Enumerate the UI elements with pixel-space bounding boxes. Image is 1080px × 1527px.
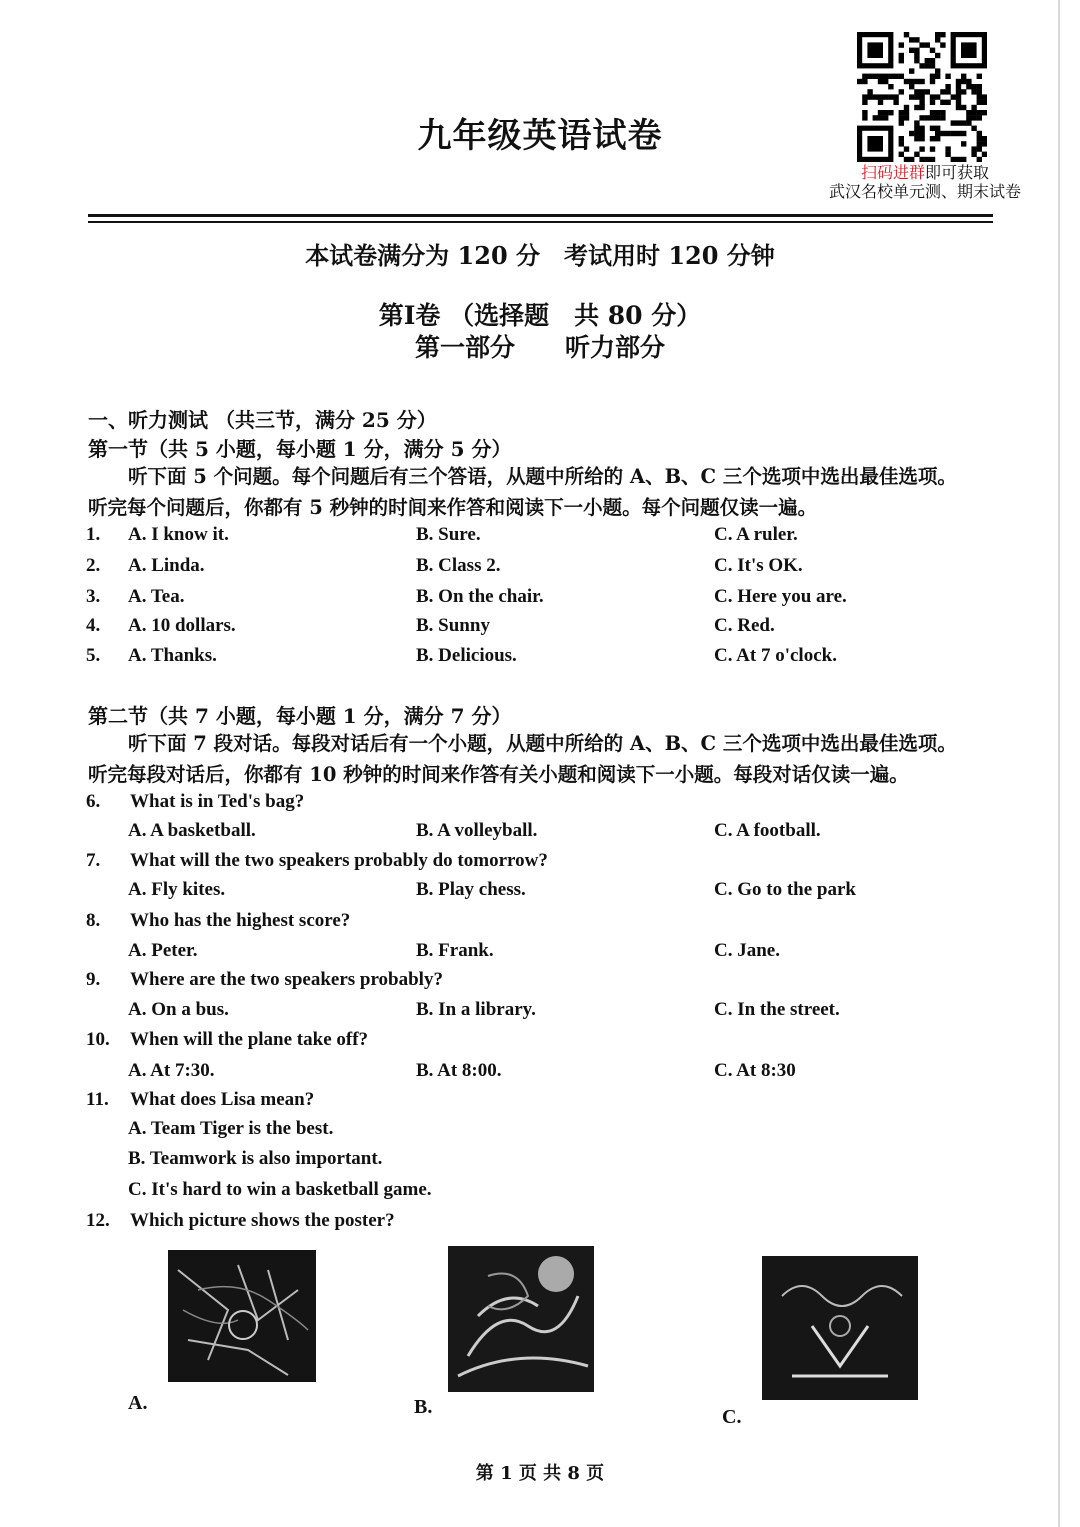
option-a: A. A basketball. <box>128 820 256 841</box>
question-stem: What will the two speakers probably do tomorrow? <box>130 850 548 871</box>
qr-caption-line2: 武汉名校单元测、期末试卷 <box>828 182 1021 201</box>
header-rule-top <box>88 214 993 217</box>
option-b: B. Teamwork is also important. <box>128 1148 383 1169</box>
question-options-row <box>86 940 986 970</box>
sub2-instruction-line1: 听下面 7 段对话。每段对话后有一个小题，从题中所给的 A、B、C 三个选项中选出最佳选项。 <box>128 732 957 755</box>
question-stem-row <box>86 1029 986 1059</box>
question-number: 8. <box>86 910 101 931</box>
question-stem-row <box>86 1210 986 1240</box>
option-a: A. I know it. <box>128 524 229 545</box>
question-number: 2. <box>86 555 101 576</box>
question-row <box>86 555 986 585</box>
option-c: C. In the street. <box>714 999 840 1020</box>
option-a: A. Peter. <box>128 940 198 961</box>
question-options-row <box>86 999 986 1029</box>
poster-picture-c <box>762 1256 918 1400</box>
poster-picture-b <box>448 1246 594 1392</box>
option-a: A. 10 dollars. <box>128 615 236 636</box>
question-number: 9. <box>86 969 101 990</box>
question-number: 11. <box>86 1089 109 1110</box>
scan-edge <box>1058 0 1060 1527</box>
sub1-heading: 第一节（共 5 小题，每小题 1 分，满分 5 分） <box>88 437 512 461</box>
option-b: B. Sure. <box>416 524 481 545</box>
question-number: 12. <box>86 1210 110 1231</box>
question-stem-row <box>86 850 986 880</box>
sub2-heading: 第二节（共 7 小题，每小题 1 分，满分 7 分） <box>88 704 512 728</box>
question-row <box>86 586 986 616</box>
question-number: 4. <box>86 615 101 636</box>
page-number: 第 1 页 共 8 页 <box>475 1463 605 1484</box>
question-stem: What does Lisa mean? <box>130 1089 315 1110</box>
sub1-instruction-line1: 听下面 5 个问题。每个问题后有三个答语，从题中所给的 A、B、C 三个选项中选出最佳选项。 <box>128 465 957 488</box>
poster-label-c: C. <box>722 1406 742 1428</box>
header-rule-bottom <box>88 221 993 223</box>
question-stem-row <box>86 969 986 999</box>
option-c: C. Red. <box>714 615 775 636</box>
option-c: C. Jane. <box>714 940 780 961</box>
option-b: B. Class 2. <box>416 555 501 576</box>
qr-code <box>857 32 987 162</box>
option-b: B. Sunny <box>416 615 490 636</box>
option-c: C. Here you are. <box>714 586 847 607</box>
qr-caption-highlight: 扫码进群 <box>860 163 925 182</box>
question-number: 7. <box>86 850 101 871</box>
option-b: B. Frank. <box>416 940 494 961</box>
question-options-row <box>86 1060 986 1090</box>
option-b: B. On the chair. <box>416 586 544 607</box>
option-a: A. At 7:30. <box>128 1060 215 1081</box>
poster-label-a: A. <box>128 1392 148 1414</box>
question-row <box>86 524 986 554</box>
option-c: C. Go to the park <box>714 879 856 900</box>
question-stem: Where are the two speakers probably? <box>130 969 443 990</box>
question-stem: Who has the highest score? <box>130 910 351 931</box>
option-b: B. At 8:00. <box>416 1060 502 1081</box>
question-stem: Which picture shows the poster? <box>130 1210 395 1231</box>
question-number: 3. <box>86 586 101 607</box>
question-number: 5. <box>86 645 101 666</box>
option-c: C. At 7 o'clock. <box>714 645 837 666</box>
sub1-instructions <box>88 461 1008 523</box>
option-c: C. It's hard to win a basketball game. <box>128 1179 432 1200</box>
exam-info: 本试卷满分为 120 分 考试用时 120 分钟 <box>305 241 775 270</box>
option-b: B. A volleyball. <box>416 820 538 841</box>
option-c: C. A football. <box>714 820 821 841</box>
question-options-row <box>86 879 986 909</box>
option-c: C. It's OK. <box>714 555 803 576</box>
qr-caption <box>800 163 1050 201</box>
question-stem-row <box>86 791 986 821</box>
option-b: B. Delicious. <box>416 645 517 666</box>
part-title: 第一部分 听力部分 <box>414 333 665 362</box>
question-number: 10. <box>86 1029 110 1050</box>
option-a: A. Fly kites. <box>128 879 226 900</box>
option-b: B. In a library. <box>416 999 536 1020</box>
option-c: C. At 8:30 <box>714 1060 796 1081</box>
section-heading: 一、听力测试 （共三节，满分 25 分） <box>88 408 437 432</box>
option-c: C. A ruler. <box>714 524 798 545</box>
question-stem-row <box>86 1089 986 1119</box>
option-b: B. Play chess. <box>416 879 526 900</box>
question-options-row <box>86 820 986 850</box>
question-stem-row <box>86 910 986 940</box>
sub2-instruction-line2: 听完每段对话后，你都有 10 秒钟的时间来作答有关小题和阅读下一小题。每段对话仅读一遍。 <box>88 763 909 786</box>
sub1-instruction-line2: 听完每个问题后，你都有 5 秒钟的时间来作答和阅读下一小题。每个问题仅读一遍。 <box>88 496 818 519</box>
question-stem: When will the plane take off? <box>130 1029 369 1050</box>
sub2-instructions <box>88 728 1008 790</box>
poster-label-b: B. <box>414 1396 433 1418</box>
option-a: A. On a bus. <box>128 999 229 1020</box>
page-title: 九年级英语试卷 <box>417 116 663 156</box>
question-stem: What is in Ted's bag? <box>130 791 305 812</box>
question-number: 6. <box>86 791 101 812</box>
volume-title: 第Ⅰ卷 （选择题 共 80 分） <box>378 301 702 330</box>
question-row <box>86 645 986 675</box>
option-a: A. Linda. <box>128 555 205 576</box>
question-number: 1. <box>86 524 101 545</box>
poster-picture-a <box>168 1250 316 1382</box>
option-a: A. Tea. <box>128 586 185 607</box>
qr-caption-rest: 即可获取 <box>925 163 990 182</box>
option-a: A. Team Tiger is the best. <box>128 1118 334 1139</box>
question-row <box>86 615 986 645</box>
option-a: A. Thanks. <box>128 645 217 666</box>
